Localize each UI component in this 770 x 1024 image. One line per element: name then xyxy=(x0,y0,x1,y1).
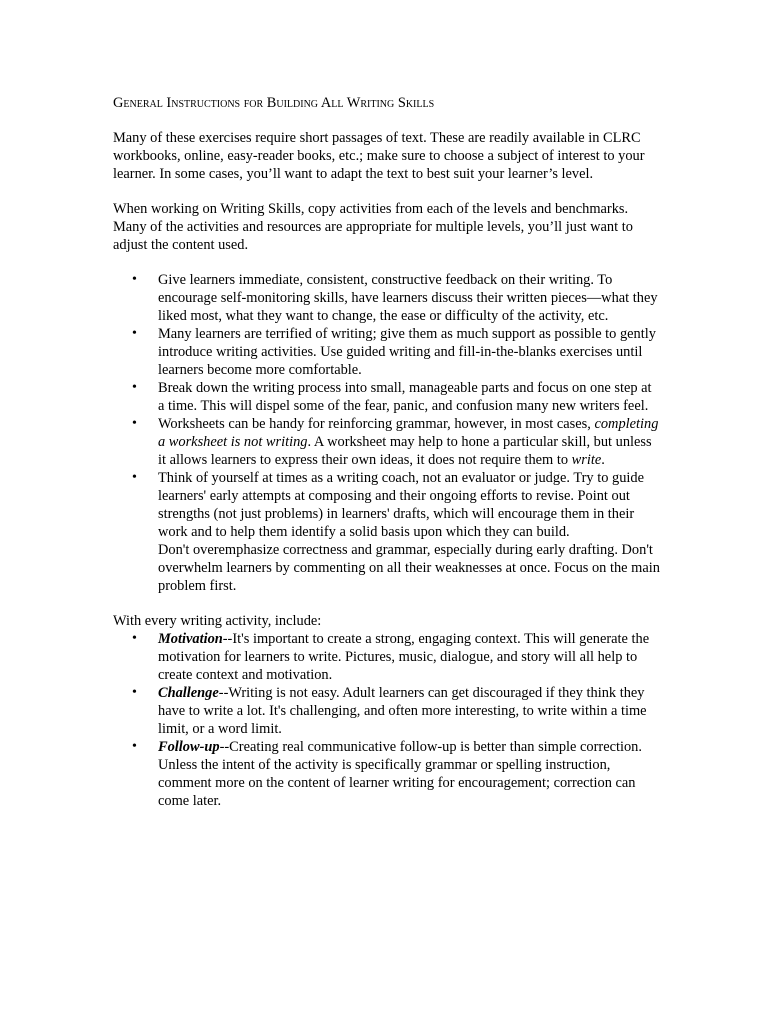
include-term: Motivation xyxy=(158,631,223,647)
bullet-icon: • xyxy=(132,685,137,700)
bullet-icon: • xyxy=(132,416,137,431)
document-page xyxy=(113,94,661,827)
bullet-icon: • xyxy=(132,631,137,646)
include-label: With every writing activity, include: xyxy=(113,613,322,629)
include-text: Writing is not easy. Adult learners can get discouraged if they think they have to write a lot. It's challenging, and often more interesting, to write within a time limit, or a word limit. xyxy=(158,685,647,737)
tip-emphasis: completing a worksheet is not writing xyxy=(158,416,659,450)
include-separator: -- xyxy=(218,685,229,701)
bullet-icon: • xyxy=(132,380,137,395)
include-list xyxy=(113,630,661,810)
include-separator: -- xyxy=(222,631,233,647)
tip-text: Break down the writing process into small, manageable parts and focus on one step at a time. This will dispel some of the fear, panic, and confusion many new writers feel. xyxy=(158,380,652,414)
document-heading: General Instructions for Building All Writing Skills xyxy=(113,95,435,111)
tip-extra-text: Don't overemphasize correctness and grammar, especially during early drafting. Don't overwhelm learners by commenting on all their weaknesses at once. Focus on the main problem first. xyxy=(158,542,660,594)
list-item xyxy=(113,738,661,810)
tip-text: Give learners immediate, consistent, constructive feedback on their writing. To encourage self-monitoring skills, have learners discuss their written pieces—what they liked most, what they want to change, the ease or difficulty of the activity, etc. xyxy=(158,272,658,324)
tip-text: . A worksheet may help to hone a particular skill, but unless it allows learners to express their own ideas, it does not require them to xyxy=(158,434,652,468)
tip-text: Many learners are terrified of writing; give them as much support as possible to gently introduce writing activities. Use guided writing and fill-in-the-blanks exercises until learners become more comfortable. xyxy=(158,326,656,378)
list-item xyxy=(113,469,661,595)
tip-text: Worksheets can be handy for reinforcing grammar, however, in most cases, xyxy=(158,416,591,432)
bullet-icon: • xyxy=(132,470,137,485)
tip-text: . xyxy=(601,452,605,468)
list-item xyxy=(113,379,661,415)
list-item xyxy=(113,325,661,379)
bullet-icon: • xyxy=(132,326,137,341)
list-item xyxy=(113,684,661,738)
writing-skills-paragraph: When working on Writing Skills, copy activities from each of the levels and benchmarks. Many of the activities and resources are appropriate for multiple levels, you’ll just want to adjust the content used. xyxy=(113,201,633,253)
tip-emphasis: write xyxy=(571,452,602,468)
tips-list xyxy=(113,271,661,595)
intro-paragraph: Many of these exercises require short passages of text. These are readily available in CLRC workbooks, online, easy-reader books, etc.; make sure to choose a subject of interest to your learner. In some cases, you’ll want to adapt the text to best suit your learner’s level. xyxy=(113,130,645,182)
bullet-icon: • xyxy=(132,272,137,287)
include-text: Creating real communicative follow-up is better than simple correction. Unless the intent of the activity is specifically grammar or spelling instruction, comment more on the content of learner writing for encouragement; correction can come later. xyxy=(158,739,642,809)
include-text: It's important to create a strong, engaging context. This will generate the motivation for learners to write. Pictures, music, dialogue, and story will all help to create context and motivation. xyxy=(158,631,650,683)
bullet-icon: • xyxy=(132,739,137,754)
include-term: Follow-up xyxy=(158,739,220,755)
list-item xyxy=(113,415,661,469)
list-item xyxy=(113,271,661,325)
include-term: Challenge xyxy=(158,685,219,701)
include-separator: -- xyxy=(219,739,230,755)
tip-text: Think of yourself at times as a writing coach, not an evaluator or judge. Try to guide learners' early attempts at composing and their ongoing efforts to revise. Point out strengths (not just problems) in learners' drafts, which will encourage them in their work and to help them identify a solid basis upon which they can build. xyxy=(158,470,644,540)
list-item xyxy=(113,630,661,684)
